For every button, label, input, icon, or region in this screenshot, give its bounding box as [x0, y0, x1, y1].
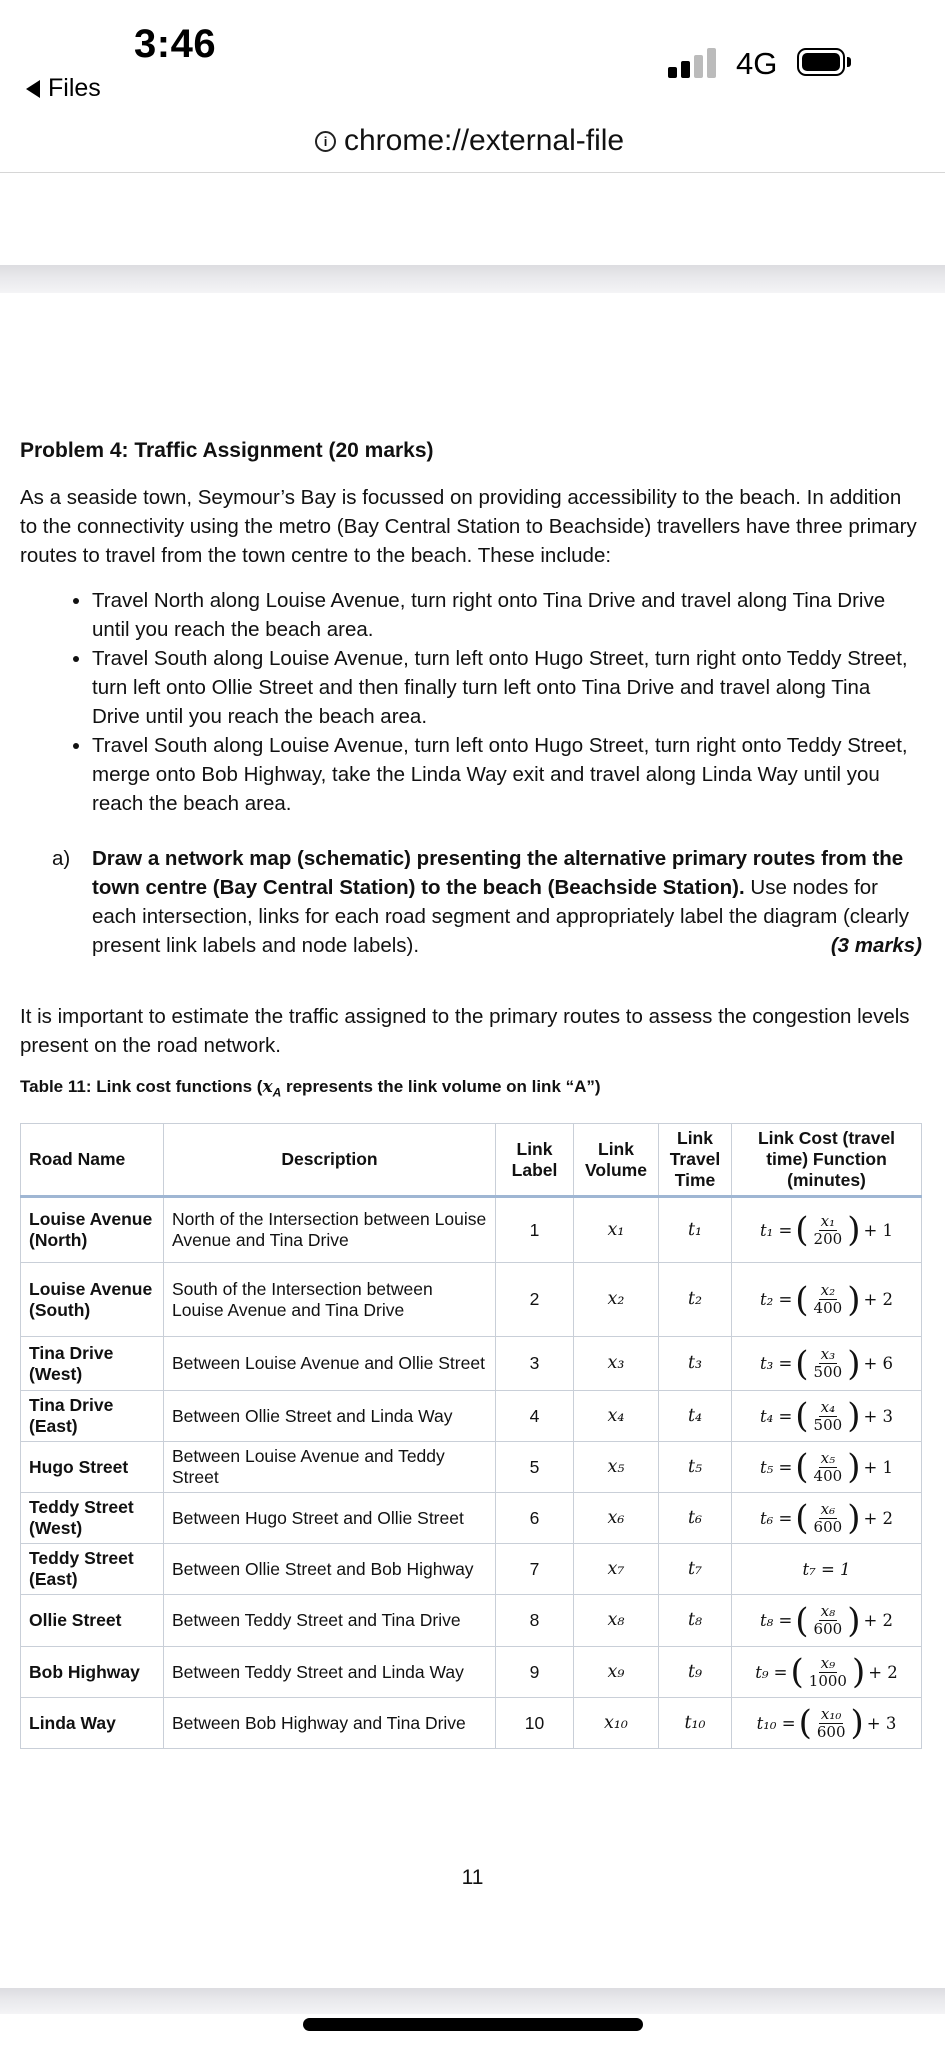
road-name-cell: Tina Drive (West): [21, 1337, 164, 1391]
link-label-cell: 4: [496, 1391, 574, 1442]
description-cell: Between Ollie Street and Linda Way: [164, 1391, 496, 1442]
home-indicator[interactable]: [303, 2018, 643, 2031]
description-cell: Between Hugo Street and Ollie Street: [164, 1493, 496, 1544]
status-time: 3:46: [134, 22, 217, 66]
fraction-numerator: x₆: [820, 1499, 836, 1518]
part-a-text: Use nodes for each intersection, links for each road segment and appropriately label the diagram (clearly present link labels and node labels).: [92, 876, 910, 957]
fraction-numerator: x₉: [820, 1653, 836, 1672]
route-item: • Travel North along Louise Avenue, turn right onto Tina Drive and travel along Tina Drive until you reach the beach area.: [92, 586, 922, 644]
table-caption: Table 11: Link cost functions ($x_A$ represents the link volume on link “A”): [20, 1077, 601, 1100]
cost-function-cell: [732, 1337, 922, 1391]
link-travel-time-cell: t₁: [659, 1197, 732, 1263]
back-triangle-icon: [26, 80, 40, 98]
fraction-denominator: 600: [813, 1517, 843, 1536]
function-constant: + 3: [863, 1406, 894, 1426]
back-label: Files: [48, 74, 101, 102]
link-label-cell: 7: [496, 1544, 574, 1595]
link-label-cell: 10: [496, 1698, 574, 1749]
info-circle-icon[interactable]: i: [315, 131, 336, 152]
road-name-cell: Linda Way: [21, 1698, 164, 1749]
road-name-cell: Hugo Street: [21, 1442, 164, 1493]
open-paren: (: [790, 1652, 804, 1693]
link-travel-time-cell: t₁₀: [659, 1698, 732, 1749]
document-page: [20, 436, 922, 1749]
cost-function-cell: [732, 1698, 922, 1749]
fraction-numerator: x₈: [820, 1602, 836, 1621]
link-label-cell: 2: [496, 1263, 574, 1337]
link-volume-cell: x₈: [574, 1595, 659, 1647]
table-row: [21, 1442, 922, 1493]
route-item: • Travel South along Louise Avenue, turn left onto Hugo Street, turn right onto Teddy Street, merge onto Bob Highway, take the Linda Way exit and travel along Linda Way until you reach the beach area.: [92, 731, 922, 818]
function-constant: + 3: [866, 1713, 897, 1733]
description-cell: Between Ollie Street and Bob Highway: [164, 1544, 496, 1595]
road-name-cell: Louise Avenue (South): [21, 1263, 164, 1337]
function-constant: + 2: [863, 1611, 894, 1631]
header-link-travel-time: Link Travel Time: [659, 1124, 732, 1197]
battery-icon: [797, 48, 853, 76]
link-travel-time-cell: t₅: [659, 1442, 732, 1493]
fraction: [812, 1282, 845, 1317]
close-paren: ): [847, 1396, 861, 1437]
header-divider: [0, 172, 945, 173]
cost-function-cell: [732, 1595, 922, 1647]
table-row: [21, 1197, 922, 1263]
description-cell: Between Bob Highway and Tina Drive: [164, 1698, 496, 1749]
link-travel-time-cell: t₇: [659, 1544, 732, 1595]
description-cell: Between Louise Avenue and Teddy Street: [164, 1442, 496, 1493]
route-item: • Travel South along Louise Avenue, turn left onto Hugo Street, turn right onto Teddy Street, turn left onto Ollie Street and then finally turn left onto Tina Drive and travel along Tina Drive until you reach the beach area.: [92, 644, 922, 731]
fraction-numerator: x₂: [820, 1281, 836, 1300]
problem-title: Problem 4: Traffic Assignment (20 marks): [20, 439, 434, 462]
function-constant: + 2: [863, 1508, 894, 1528]
link-volume-cell: x₇: [574, 1544, 659, 1595]
route-list: [20, 586, 922, 818]
function-lhs: t₅ =: [759, 1457, 793, 1477]
fraction-numerator: x₄: [820, 1397, 836, 1416]
close-paren: ): [847, 1343, 861, 1384]
function-constant: + 1: [863, 1220, 894, 1240]
estimate-paragraph: It is important to estimate the traffic assigned to the primary routes to assess the congestion levels present on the road network.: [20, 1005, 910, 1057]
description-cell: Between Louise Avenue and Ollie Street: [164, 1337, 496, 1391]
cost-function-cell: [732, 1263, 922, 1337]
header-link-label: Link Label: [496, 1124, 574, 1197]
link-travel-time-cell: t₃: [659, 1337, 732, 1391]
page-separator: [0, 1988, 945, 2014]
function-lhs: t₈ =: [759, 1611, 793, 1631]
header-cost-function: Link Cost (travel time) Function (minutes): [732, 1124, 922, 1197]
part-label: a): [52, 847, 71, 870]
cost-function-cell: [732, 1197, 922, 1263]
link-volume-cell: x₂: [574, 1263, 659, 1337]
open-paren: (: [795, 1343, 809, 1384]
fraction: [812, 1399, 845, 1434]
table-row: [21, 1493, 922, 1544]
close-paren: ): [847, 1210, 861, 1251]
table-row: [21, 1595, 922, 1647]
function-lhs: t₁₀ =: [756, 1713, 796, 1733]
link-volume-cell: x₆: [574, 1493, 659, 1544]
fraction-denominator: 1000: [808, 1671, 847, 1690]
road-name-cell: Louise Avenue (North): [21, 1197, 164, 1263]
function-lhs: t₄ =: [759, 1406, 793, 1426]
link-volume-cell: x₁₀: [574, 1698, 659, 1749]
function-constant: + 2: [868, 1662, 898, 1682]
link-travel-time-cell: t₉: [659, 1647, 732, 1698]
function-lhs: t₁ =: [759, 1220, 793, 1240]
cost-function-cell: [732, 1442, 922, 1493]
link-label-cell: 3: [496, 1337, 574, 1391]
fraction-denominator: 500: [813, 1363, 843, 1382]
open-paren: (: [795, 1279, 809, 1320]
link-travel-time-cell: t₈: [659, 1595, 732, 1647]
fraction-numerator: x₁: [820, 1211, 836, 1230]
function-lhs: t₃ =: [759, 1354, 793, 1374]
fraction-denominator: 500: [813, 1415, 843, 1434]
link-label-cell: 5: [496, 1442, 574, 1493]
link-volume-cell: x₉: [574, 1647, 659, 1698]
close-paren: ): [850, 1703, 864, 1744]
link-travel-time-cell: t₄: [659, 1391, 732, 1442]
fraction: [812, 1603, 845, 1638]
fraction: [812, 1346, 845, 1381]
table-row: [21, 1698, 922, 1749]
header-link-volume: Link Volume: [574, 1124, 659, 1197]
table-row: [21, 1337, 922, 1391]
fraction: [812, 1450, 845, 1485]
page-separator: [0, 265, 945, 293]
close-paren: ): [847, 1498, 861, 1539]
header-road-name: Road Name: [21, 1124, 164, 1197]
link-travel-time-cell: t₆: [659, 1493, 732, 1544]
link-label-cell: 6: [496, 1493, 574, 1544]
link-cost-table: [20, 1123, 922, 1749]
fraction-denominator: 200: [813, 1229, 843, 1248]
fraction-denominator: 400: [813, 1299, 843, 1318]
function-lhs: t₂ =: [759, 1290, 793, 1310]
table-row: [21, 1544, 922, 1595]
open-paren: (: [795, 1498, 809, 1539]
network-type: 4G: [736, 46, 778, 81]
fraction: [807, 1655, 849, 1690]
description-cell: South of the Intersection between Louise Avenue and Tina Drive: [164, 1263, 496, 1337]
link-volume-cell: x₃: [574, 1337, 659, 1391]
road-name-cell: Bob Highway: [21, 1647, 164, 1698]
table-row: [21, 1391, 922, 1442]
open-paren: (: [798, 1703, 812, 1744]
description-cell: North of the Intersection between Louise Avenue and Tina Drive: [164, 1197, 496, 1263]
table-row: [21, 1263, 922, 1337]
intro-paragraph: As a seaside town, Seymour’s Bay is focussed on providing accessibility to the beach. In addition to the connectivity using the metro (Bay Central Station to Beachside) travellers have three primary routes to travel from the town centre to the beach. These include:: [20, 486, 917, 567]
open-paren: (: [795, 1600, 809, 1641]
function-constant: + 6: [863, 1354, 894, 1374]
fraction: [812, 1213, 845, 1248]
function-constant: + 2: [863, 1290, 894, 1310]
description-cell: Between Teddy Street and Linda Way: [164, 1647, 496, 1698]
part-a-bold-text: Draw a network map (schematic) presenting the alternative primary routes from the town centre (Bay Central Station) to the beach (Beachside Station).: [92, 847, 904, 899]
question-part-a: [20, 844, 922, 960]
cost-function-cell: [732, 1391, 922, 1442]
description-cell: Between Teddy Street and Tina Drive: [164, 1595, 496, 1647]
road-name-cell: Tina Drive (East): [21, 1391, 164, 1442]
url-text: chrome://external-file: [344, 124, 625, 157]
signal-bars-icon: [668, 48, 720, 78]
cost-function-cell: [732, 1493, 922, 1544]
page-number: 11: [461, 1866, 484, 1889]
link-label-cell: 9: [496, 1647, 574, 1698]
fraction-denominator: 600: [816, 1722, 846, 1741]
url-bar[interactable]: [315, 124, 624, 158]
fraction: [812, 1501, 845, 1536]
table-body: [21, 1197, 922, 1749]
fraction-denominator: 400: [813, 1466, 843, 1485]
fraction-numerator: x₁₀: [820, 1704, 842, 1723]
function-constant: + 1: [863, 1457, 894, 1477]
part-a-marks: (3 marks): [830, 934, 922, 957]
close-paren: ): [851, 1652, 866, 1693]
close-paren: ): [847, 1279, 861, 1320]
open-paren: (: [795, 1210, 809, 1251]
road-name-cell: Teddy Street (West): [21, 1493, 164, 1544]
fraction-denominator: 600: [813, 1620, 843, 1639]
back-to-files-button[interactable]: [26, 74, 101, 103]
link-volume-cell: x₅: [574, 1442, 659, 1493]
road-name-cell: Teddy Street (East): [21, 1544, 164, 1595]
link-label-cell: 1: [496, 1197, 574, 1263]
road-name-cell: Ollie Street: [21, 1595, 164, 1647]
table-header-row: [21, 1124, 922, 1197]
header-description: Description: [164, 1124, 496, 1197]
link-travel-time-cell: t₂: [659, 1263, 732, 1337]
link-label-cell: 8: [496, 1595, 574, 1647]
link-volume-cell: x₄: [574, 1391, 659, 1442]
table-row: [21, 1647, 922, 1698]
link-volume-cell: x₁: [574, 1197, 659, 1263]
fraction-numerator: x₅: [820, 1448, 836, 1467]
function-lhs: t₆ =: [759, 1508, 793, 1528]
open-paren: (: [795, 1396, 809, 1437]
fraction-numerator: x₃: [820, 1345, 836, 1364]
close-paren: ): [847, 1447, 861, 1488]
function-lhs: t₉ =: [755, 1662, 788, 1682]
cost-function-cell: [732, 1544, 922, 1595]
open-paren: (: [795, 1447, 809, 1488]
cost-function-cell: [732, 1647, 922, 1698]
function-lhs: t₇ = 1: [802, 1559, 851, 1579]
close-paren: ): [847, 1600, 861, 1641]
fraction: [815, 1706, 848, 1741]
